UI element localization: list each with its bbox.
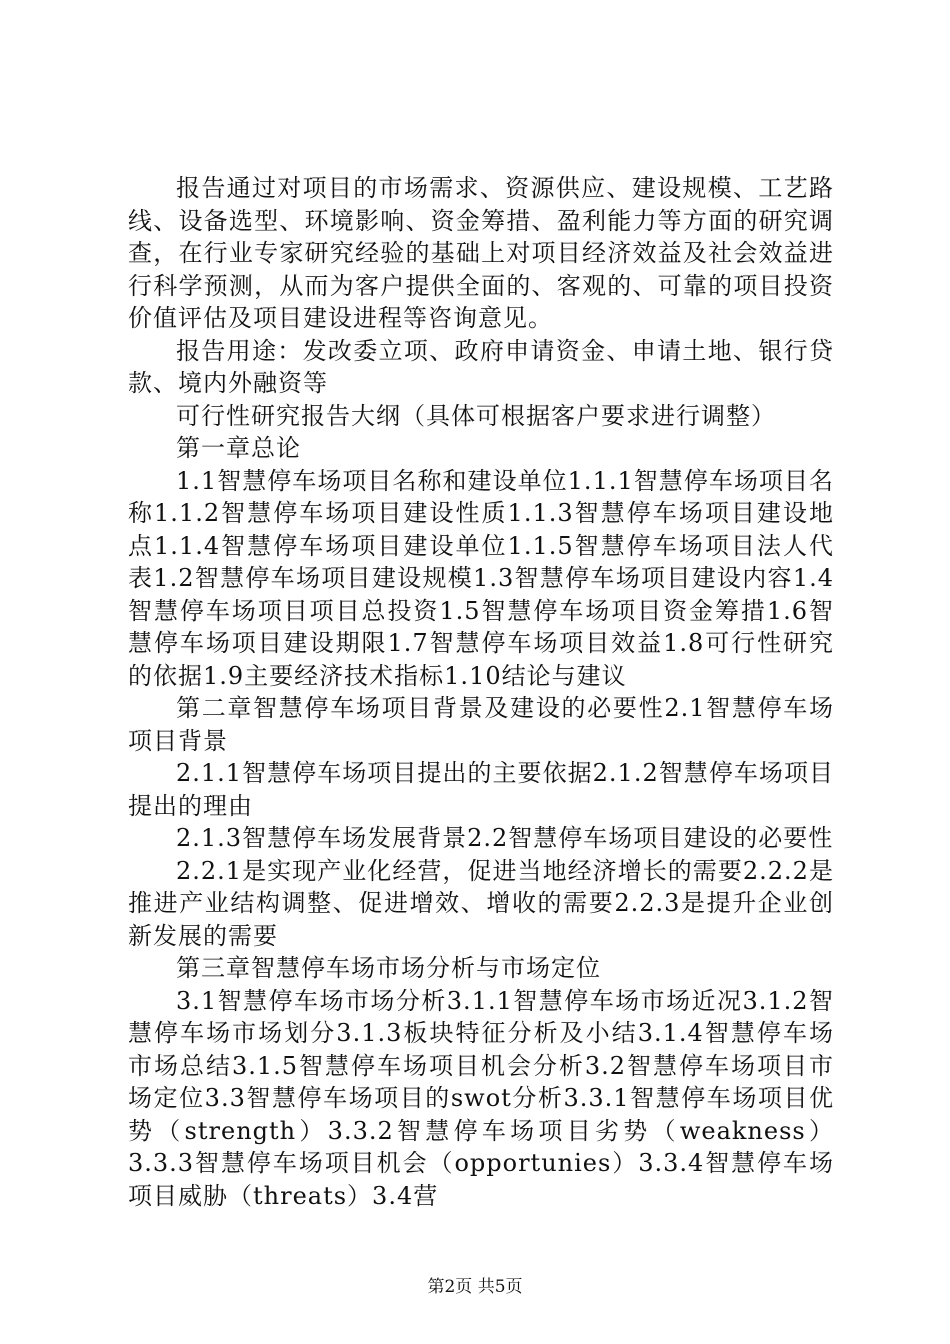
chapter-2-contents-c: 2.2.1是实现产业化经营，促进当地经济增长的需要2.2.2是推进产业结构调整、促进增效、增收的需要2.2.3是提升企业创新发展的需要 [128, 856, 834, 950]
paragraph-usage: 报告用途：发改委立项、政府申请资金、申请土地、银行贷款、境内外融资等 [128, 336, 834, 397]
chapter-3-heading: 第三章智慧停车场市场分析与市场定位 [176, 954, 601, 982]
page-footer: 第2页 共5页 [427, 1277, 523, 1297]
paragraph-outline-title: 可行性研究报告大纲（具体可根据客户要求进行调整） [176, 401, 776, 430]
paragraph-intro: 报告通过对项目的市场需求、资源供应、建设规模、工艺路线、设备选型、环境影响、资金筹措、盈利能力等方面的研究调查，在行业专家研究经验的基础上对项目经济效益及社会效益进行科学预测，从而为客户提供全面的、客观的、可靠的项目投资价值评估及项目建设进程等咨询意见。 [128, 174, 834, 332]
document-body [128, 172, 834, 1212]
chapter-2-contents-a: 2.1.1智慧停车场项目提出的主要依据2.1.2智慧停车场项目提出的理由 [128, 759, 834, 820]
chapter-2-contents-b: 2.1.3智慧停车场发展背景2.2智慧停车场项目建设的必要性 [176, 824, 834, 852]
chapter-2-heading: 第二章智慧停车场项目背景及建设的必要性2.1智慧停车场项目背景 [128, 694, 834, 755]
chapter-3-contents: 3.1智慧停车场市场分析3.1.1智慧停车场市场近况3.1.2智慧停车场市场划分3.1.3板块特征分析及小结3.1.4智慧停车场市场总结3.1.5智慧停车场项目机会分析3.2智慧停车场项目市场定位3.3智慧停车场项目的swot分析3.3.1智慧停车场项目优势（strength）3.3.2智慧停车场项目劣势（weakness）3.3.3智慧停车场项目机会（opportunies）3.3.4智慧停车场项目威胁（threats）3.4营 [128, 986, 834, 1210]
chapter-1-contents: 1.1智慧停车场项目名称和建设单位1.1.1智慧停车场项目名称1.1.2智慧停车场项目建设性质1.1.3智慧停车场项目建设地点1.1.4智慧停车场项目建设单位1.1.5智慧停车场项目法人代表1.2智慧停车场项目建设规模1.3智慧停车场项目建设内容1.4智慧停车场项目项目总投资1.5智慧停车场项目资金筹措1.6智慧停车场项目建设期限1.7智慧停车场项目效益1.8可行性研究的依据1.9主要经济技术指标1.10结论与建议 [128, 466, 834, 690]
chapter-1-heading: 第一章总论 [176, 434, 301, 462]
